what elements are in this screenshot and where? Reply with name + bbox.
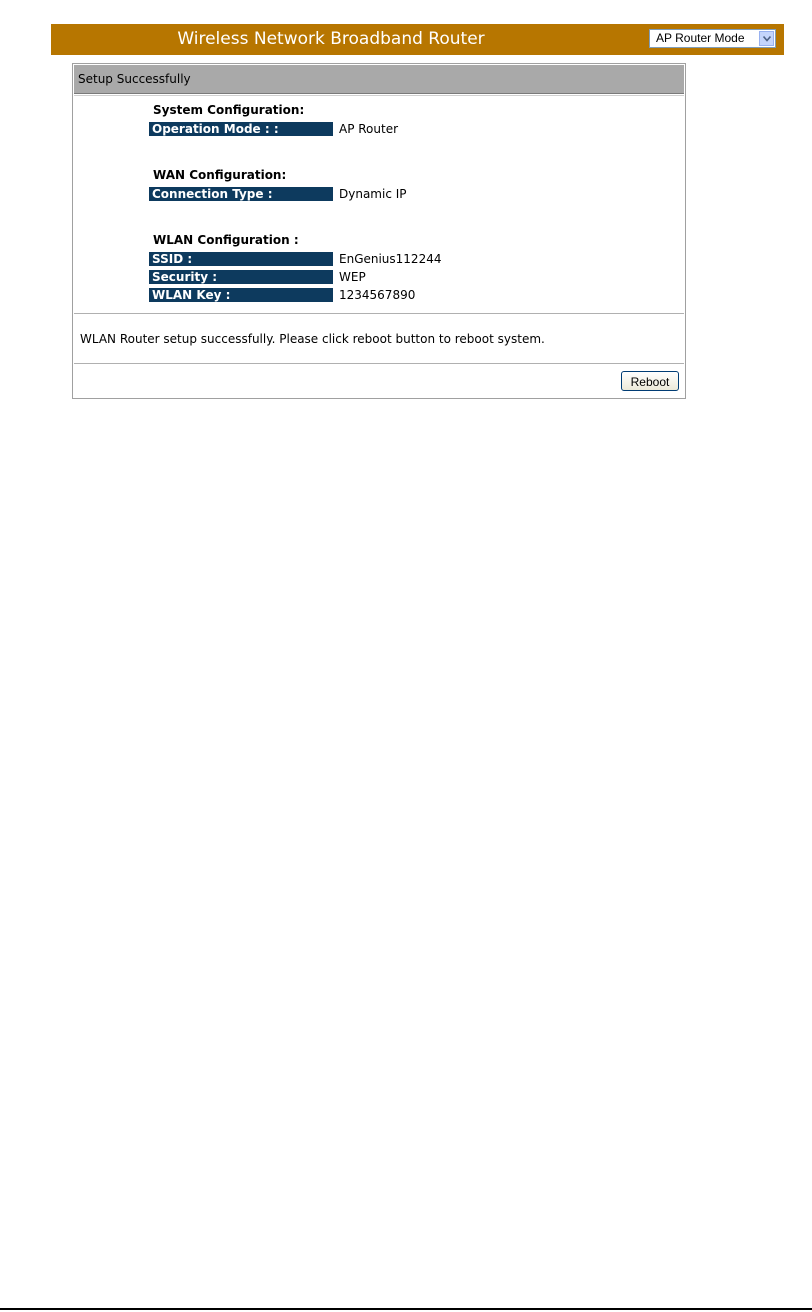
page-bottom-divider <box>0 1308 812 1310</box>
status-message-box <box>74 315 684 364</box>
operation-mode-label: Operation Mode : : <box>149 122 333 136</box>
ssid-label: SSID : <box>149 252 333 266</box>
page-title: Wireless Network Broadband Router <box>177 29 485 49</box>
setup-panel <box>72 63 686 399</box>
mode-select[interactable] <box>649 29 776 48</box>
mode-select-value: AP Router Mode <box>656 31 745 45</box>
connection-type-value: Dynamic IP <box>339 187 407 201</box>
panel-header <box>74 65 684 94</box>
status-message: WLAN Router setup successfully. Please click reboot button to reboot system. <box>80 332 545 346</box>
wlan-config-heading: WLAN Configuration : <box>153 233 299 247</box>
security-label: Security : <box>149 270 333 284</box>
wlan-key-value: 1234567890 <box>339 288 416 302</box>
security-value: WEP <box>339 270 366 284</box>
operation-mode-value: AP Router <box>339 122 399 136</box>
ssid-value: EnGenius112244 <box>339 252 442 266</box>
wlan-key-label: WLAN Key : <box>149 288 333 302</box>
connection-type-label: Connection Type : <box>149 187 333 201</box>
reboot-button[interactable]: Reboot <box>621 371 679 391</box>
config-summary <box>74 95 684 314</box>
panel-title: Setup Successfully <box>78 72 191 86</box>
button-row <box>74 365 684 397</box>
chevron-down-icon[interactable] <box>759 31 774 46</box>
header-bar <box>51 24 784 55</box>
system-config-heading: System Configuration: <box>153 103 305 117</box>
wan-config-heading: WAN Configuration: <box>153 168 287 182</box>
